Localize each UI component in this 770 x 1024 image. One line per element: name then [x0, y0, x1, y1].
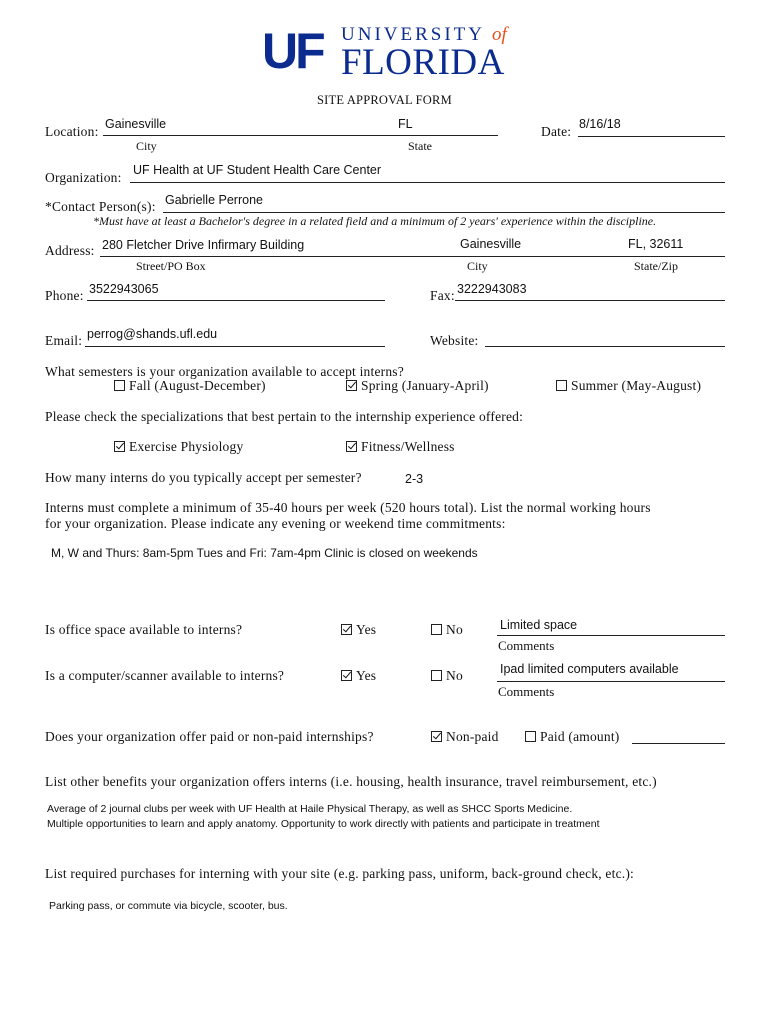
logo-of-word: of: [492, 24, 507, 45]
form-title: SITE APPROVAL FORM: [317, 93, 452, 107]
semester-summer-option[interactable]: [556, 378, 701, 394]
address-street-caption: Street/PO Box: [136, 259, 206, 273]
computer-yes-checkbox[interactable]: [341, 670, 352, 681]
office-no-checkbox[interactable]: [431, 624, 442, 635]
hours-question-line1: Interns must complete a minimum of 35-40 hours per week (520 hours total). List the normal working hours: [45, 500, 651, 515]
summer-label: Summer (May-August): [571, 378, 702, 393]
exercise-physiology-checkbox[interactable]: [114, 441, 125, 452]
date-underline: [578, 136, 725, 137]
office-comment-underline: [497, 635, 725, 636]
address-label: Address:: [45, 243, 95, 258]
semesters-question: What semesters is your organization available to accept interns?: [45, 364, 404, 379]
office-yes-label: Yes: [356, 622, 377, 637]
logo-university-word: UNIVERSITY: [341, 24, 485, 45]
computer-yes-label: Yes: [356, 668, 377, 683]
organization-label: Organization:: [45, 170, 122, 185]
location-state-caption: State: [408, 139, 432, 153]
location-underline: [103, 135, 498, 136]
hours-question-line2: for your organization. Please indicate any evening or weekend time commitments:: [45, 516, 506, 531]
computer-yes-option[interactable]: [341, 668, 376, 684]
interns-count-field[interactable]: 2-3: [405, 472, 424, 486]
address-city-field[interactable]: Gainesville: [460, 237, 522, 251]
paid-checkbox[interactable]: [525, 731, 536, 742]
contact-field[interactable]: Gabrielle Perrone: [165, 193, 263, 207]
nonpaid-checkbox[interactable]: [431, 731, 442, 742]
paid-label: Paid (amount): [540, 729, 620, 744]
organization-field[interactable]: UF Health at UF Student Health Care Center: [133, 163, 382, 177]
address-state-zip-caption: State/Zip: [634, 259, 678, 273]
nonpaid-option[interactable]: [431, 729, 499, 745]
fitness-wellness-checkbox[interactable]: [346, 441, 357, 452]
email-field[interactable]: perrog@shands.ufl.edu: [87, 327, 218, 341]
phone-label: Phone:: [45, 288, 84, 303]
purchases-answer-field[interactable]: Parking pass, or commute via bicycle, scooter, bus.: [49, 900, 288, 912]
organization-underline: [130, 182, 725, 183]
office-yes-checkbox[interactable]: [341, 624, 352, 635]
semester-fall-option[interactable]: [114, 378, 266, 394]
phone-field[interactable]: 3522943065: [89, 282, 159, 296]
computer-no-checkbox[interactable]: [431, 670, 442, 681]
office-comments-caption: Comments: [498, 638, 555, 653]
specializations-question: Please check the specializations that best pertain to the internship experience offered:: [45, 409, 524, 424]
benefits-answer-line1[interactable]: Average of 2 journal clubs per week with UF Health at Haile Physical Therapy, as well as SHCC Sports Medicine.: [47, 803, 573, 815]
spring-label: Spring (January-April): [361, 378, 489, 393]
fax-underline: [455, 300, 725, 301]
contact-requirement-note: *Must have at least a Bachelor's degree in a related field and a minimum of 2 years' experience within the discipline.: [93, 214, 657, 228]
logo-florida-text: FLORIDA: [341, 42, 505, 83]
location-city-caption: City: [136, 139, 157, 153]
summer-checkbox[interactable]: [556, 380, 567, 391]
office-no-label: No: [446, 622, 463, 637]
fax-label: Fax:: [430, 288, 455, 303]
location-state-field[interactable]: FL: [398, 117, 413, 131]
email-label: Email:: [45, 333, 83, 348]
date-field[interactable]: 8/16/18: [579, 117, 621, 131]
spring-checkbox[interactable]: [346, 380, 357, 391]
location-label: Location:: [45, 124, 99, 139]
fax-field[interactable]: 3222943083: [457, 282, 527, 296]
computer-question: Is a computer/scanner available to interns?: [45, 668, 285, 683]
email-underline: [85, 346, 385, 347]
fall-checkbox[interactable]: [114, 380, 125, 391]
address-city-caption: City: [467, 259, 488, 273]
exercise-physiology-label: Exercise Physiology: [129, 439, 244, 454]
computer-comment-underline: [497, 681, 725, 682]
fall-label: Fall (August-December): [129, 378, 266, 393]
purchases-question: List required purchases for interning with your site (e.g. parking pass, uniform, back-ground check, etc.):: [45, 866, 634, 881]
office-comment-field[interactable]: Limited space: [500, 618, 578, 632]
uf-logo-mark: UF: [262, 23, 323, 79]
office-yes-option[interactable]: [341, 622, 376, 638]
computer-comment-field[interactable]: Ipad limited computers available: [500, 662, 679, 676]
address-state-zip-field[interactable]: FL, 32611: [628, 237, 684, 251]
spec-exercise-option[interactable]: [114, 439, 243, 455]
address-underline: [100, 256, 725, 257]
nonpaid-label: Non-paid: [446, 729, 499, 744]
address-street-field[interactable]: 280 Fletcher Drive Infirmary Building: [102, 238, 305, 252]
paid-question: Does your organization offer paid or non-paid internships?: [45, 729, 374, 744]
contact-label: *Contact Person(s):: [45, 199, 156, 214]
website-underline: [485, 346, 725, 347]
date-label: Date:: [541, 124, 572, 139]
office-no-option[interactable]: [431, 622, 463, 638]
spec-fitness-option[interactable]: [346, 439, 455, 455]
semester-spring-option[interactable]: [346, 378, 489, 394]
computer-no-label: No: [446, 668, 463, 683]
interns-count-question: How many interns do you typically accept per semester?: [45, 470, 362, 485]
computer-no-option[interactable]: [431, 668, 463, 684]
benefits-question: List other benefits your organization offers interns (i.e. housing, health insurance, travel reimbursement, etc.): [45, 774, 657, 789]
fitness-wellness-label: Fitness/Wellness: [361, 439, 455, 454]
hours-answer-field[interactable]: M, W and Thurs: 8am-5pm Tues and Fri: 7am-4pm Clinic is closed on weekends: [51, 546, 478, 560]
paid-option[interactable]: [525, 729, 619, 745]
phone-underline: [87, 300, 385, 301]
website-label: Website:: [430, 333, 479, 348]
location-city-field[interactable]: Gainesville: [105, 117, 167, 131]
computer-comments-caption: Comments: [498, 684, 555, 699]
benefits-answer-line2[interactable]: Multiple opportunities to learn and apply anatomy. Opportunity to work directly with patients and participate in treatment: [47, 818, 600, 830]
office-space-question: Is office space available to interns?: [45, 622, 243, 637]
contact-underline: [163, 212, 725, 213]
paid-amount-underline: [632, 743, 725, 744]
